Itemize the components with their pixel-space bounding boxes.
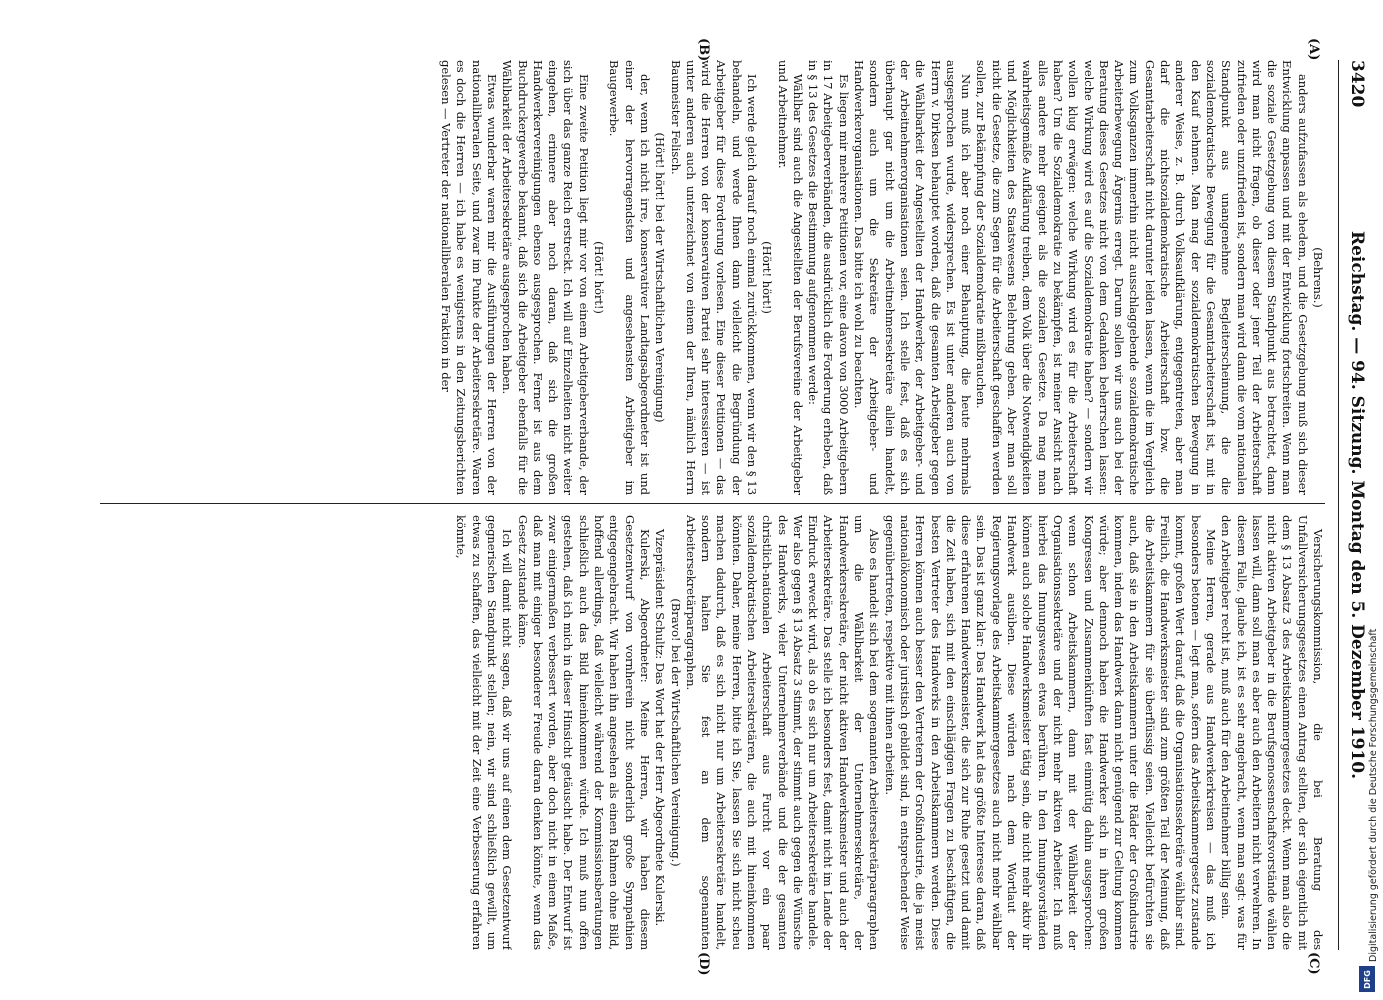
paragraph: Vizepräsident Schultz: Das Wort hat der Herr Abgeordnete Kulerski. (653, 529, 668, 927)
paragraph: Also es handelt sich bei dem sogenannten Arbeitersekretärparagraphen um die Wählbarkeit der Unternehmersekretäre, der Handwerkersekretäre, der nicht aktiven Handwerksmeister und auch der Arbeitersekretäre. Das stelle ich besonders fest, damit nicht im Lande der Eindruck erweckt wird, als ob es sich nur um Arbeitersekretäre handele. Wer also gegen § 13 Absatz 3 stimmt, der stimmt auch gegen die Wünsche des Handwerks, vieler Unternehmerverbände und die der gesamten christlich-nationalen Arbeiterschaft aus Furcht vor ein paar sozialdemokratischen Arbeitersekretären, die auch mit hineinkommen könnten. Daher, meine Herren, bitte ich Sie, lassen Sie sich nicht scheu machen dadurch, daß es sich nicht nur um Arbeitersekretäre handelt, sondern halten Sie fest an dem sogenannten Arbeitersekretärparagraphen. (683, 515, 882, 950)
paragraph: Eine zweite Petition liegt mir vor von einem Arbeitgeberverbande, der sich über das ganze Reich erstreckt. Ich will auf Einzelheiten nicht weiter eingehen, erinnere aber noch daran, daß sich die großen Handwerkervereinigungen ebenso ausgesprochen. Ferner ist aus dem Buchdruckergewerbe bekannt, daß sich die Arbeitgeber ebenfalls für die Wählbarkeit der Arbeitersekretäre ausgesprochen haben. (500, 60, 591, 495)
column-divider (100, 503, 1325, 504)
paragraph: Ich will damit nicht sagen, daß wir uns auf einen dem Gesetzentwurf gegnerischen Standpunkt stellen; nein, wir sind schließlich gewillt, um etwas zu schaffen, das vielleicht mit der Zeit eine Verbesserung erfahren könnte, (454, 515, 515, 950)
paragraph: Etwas wunderbar waren mir die Ausführungen der Herren von der nationalliberalen Seite, und zwar im Punkte der Arbeitersekretäre. Waren es doch die Herren — ich habe es wenigstens in den Zeitungsberichten gelesen — Vertreter der nationalliberalen Fraktion in der (439, 60, 499, 495)
page-number: 3420 (1347, 60, 1367, 108)
paragraph: (Hört! hört!) (592, 241, 607, 314)
running-title: Reichstag. — 94. Sitzung. Montag den 5. Dezember 1910. (1347, 230, 1367, 780)
margin-mark-c: (C) (1306, 952, 1321, 975)
paragraph: Es liegen mir mehrere Petitionen vor, eine davon von 3000 Arbeitgebern in 17 Arbeitgeberverbänden, die ausdrücklich die Forderung erheben, daß in § 13 des Gesetzes die Bestimmung aufgenommen werde: (806, 60, 851, 495)
paragraph: Kulerski, Abgeordneter: Meine Herren, wir haben diesem Gesetzentwurf von vornherein nicht sonderlich große Sympathien entgegengebracht. Wir haben ihn angesehen als einen Rahmen ohne Bild, hoffend allerdings, daß vielleicht während der Kommissionsberatungen schließlich auch das Bild hineinkommen würde. Ich muß nun offen gestehen, daß ich mich in dieser Hinsicht getäuscht habe. Der Entwurf ist zwar einigermaßen verbessert worden, aber doch nicht in einem Maße, daß man mit einiger besonderer Freude daran denken könnte, wenn das Gesetz zustande käme. (515, 515, 652, 950)
margin-mark-a: (A) (1306, 38, 1321, 61)
right-column (95, 515, 1325, 950)
paragraph: Nun muß ich aber noch einer Behauptung, die heute mehrmals ausgesprochen wurde, widersprechen. Es ist unter anderen auch von Herrn v. Dirksen behauptet worden, daß die gesamten Arbeitgeber gegen die Wählbarkeit der Angestellten der Handwerker, der Arbeitgeber- und der Arbeitnehmerorganisationen seien. Ich stelle fest, daß es sich überhaupt gar nicht um die Arbeitnehmersekretäre allein handelt, sondern auch um die Sekretäre der Arbeitgeber- und Handwerkerorganisationen. Das bitte ich wohl zu beachten. (852, 60, 974, 495)
header-rule (1338, 60, 1339, 950)
paragraph: der, wenn ich nicht irre, konservativer Landtagsabgeordneter ist und einer der hervorragendsten und angesehensten Arbeitgeber im Baugewerbe. (607, 60, 652, 495)
paragraph: Ich werde gleich darauf noch einmal zurückkommen, wenn wir den § 13 behandeln, und werde Ihnen dann vielleicht die Begründung der Arbeitgeber für diese Forderung vorlesen. Eine dieser Petitionen — das wird die Herren von der konservativen Partei sehr interessieren — ist unter anderen auch unterzeichnet von einem der Ihren, nämlich Herrn Baumeister Felisch. (668, 60, 760, 495)
page-header (1327, 60, 1367, 950)
margin-mark-b: (B) (696, 38, 711, 62)
paragraph: Meine Herren, gerade aus Handwerkerkreisen — das muß ich besonders betonen — legt man, sofern das Arbeitskammergesetz zustande kommt, großen Wert darauf, daß die Organisationssekretäre wählbar sind. Freilich, die Handwerksmeister sind zum größten Teil der Meinung, daß die Arbeitskammern für sie überflüssig seien. Vielleicht befürchten sie auch, daß sie in den Arbeitskammern unter die Räder der Großindustrie kommen, indem das Handwerk dann nicht genügend zur Geltung kommen würde; aber dennoch haben die Handwerker sich in ihren großen Kongressen und Zusammenkünften fast einmütig dahin ausgesprochen: wenn schon Arbeitskammern, dann mit der Wählbarkeit der Organisationssekretäre und der nicht mehr aktiven Arbeiter. Ich muß hierbei das Innungswesen etwas berühren. In den Innungsvorständen können auch solche Handwerksmeister tätig sein, die nicht mehr aktiv ihr Handwerk ausüben. Diese würden nach dem Wortlaut der Regierungsvorlage des Arbeitskammergesetzes auch nicht mehr wählbar sein. Das ist ganz klar: Das Handwerk hat das größte Interesse daran, daß diese erfahrenen Handwerksmeister, die sich zur Ruhe gesetzt und damit die Zeit haben, sich mit den einschlägigen Fragen zu beschäftigen, die besten Vertreter des Handwerks in den Arbeitskammern werden. Diese Herren können auch besser den Vertretern der Großindustrie, die ja meist nationalökonomisch oder juristisch gebildet sind, in entsprechender Weise gegenübertreten, respektive mit ihnen arbeiten. (882, 515, 1218, 950)
paragraph: (Behrens.) (1311, 247, 1325, 308)
dfg-logo: DFG (1359, 966, 1375, 992)
paragraph: (Bravo! bei der Wirtschaftlichen Vereinigung.) (668, 598, 683, 867)
margin-mark-d: (D) (696, 952, 711, 976)
paragraph: anders aufzufassen als ehedem, und die Gesetzgebung muß sich dieser Entwicklung anpassen und mit der Entwicklung fortschreiten. Wenn man die soziale Gesetzgebung von diesem Standpunkt aus betrachtet, dann wird man nicht fragen, ob dieser oder jener Teil der Arbeiterschaft zufrieden oder unzufrieden ist, sondern man wird dann die vom nationalen Standpunkt aus unangenehme Begleiterscheinung, die die sozialdemokratische Bewegung für die Gesamtarbeiterschaft ist, mit in den Kauf nehmen. Man mag der sozialdemokratischen Bewegung in anderer Weise, z. B. durch Volksaufklärung, entgegentreten, aber man darf die nichtsozialdemokratische Arbeiterschaft bzw. die Gesamtarbeiterschaft nicht darunter leiden lassen, wenn die im Vergleich zum Volksganzen immerhin nicht ausschlaggebende sozialdemokratische Arbeiterbewegung Ärgernis erregt. Darum sollen wir uns auch bei der Beratung dieses Gesetzes nicht von dem Gedanken beherrschen lassen: welche Wirkung wird es auf die Sozialdemokratie haben? — sondern wir wollen klug erwägen: welche Wirkung wird es für die Arbeiterschaft haben? Um die Sozialdemokratie zu bekämpfen, ist meiner Ansicht nach alles andere mehr geeignet als die sozialen Gesetze. Da mag man wahrheitsgemäße Aufklärung treiben, dem Volk über die Notwendigkeiten und Möglichkeiten des Staatswesens Belehrung geben. Aber man soll nicht die Gesetze, die zum Segen für die Arbeiterschaft geschaffen werden sollen, zur Bekämpfung der Sozialdemokratie mißbrauchen. (974, 60, 1310, 495)
paragraph: (Hört! hört!) (760, 241, 775, 314)
paragraph: (Hört! hört! bei der Wirtschaftlichen Vereinigung) (653, 132, 668, 423)
left-column (95, 60, 1325, 495)
paragraph: Wählbar sind auch die Angestellten der Berufsvereine der Arbeitgeber und Arbeitnehmer. (775, 60, 805, 495)
digitization-credit: Digitalisierung gefördert durch die Deutsche Forschungsgemeinschaft (1368, 628, 1379, 962)
paragraph: Versicherungskommission, die bei Beratung des Unfallversicherungsgesetzes einen Antrag stellten, der sich eigentlich mit dem § 13 Absatz 3 des Arbeitskammergesetzes deckt. Wenn man also die nicht aktiven Arbeitgeber in die Berufsgenossenschaftsvorstände wählen lassen will, dann soll man es aber auch den Arbeitern nicht verwehren. In diesem Falle, glaube ich, ist es sehr angebracht, wenn man sagt: was für den Arbeitgeber recht ist, muß auch für den Arbeitnehmer billig sein. (1219, 515, 1325, 950)
